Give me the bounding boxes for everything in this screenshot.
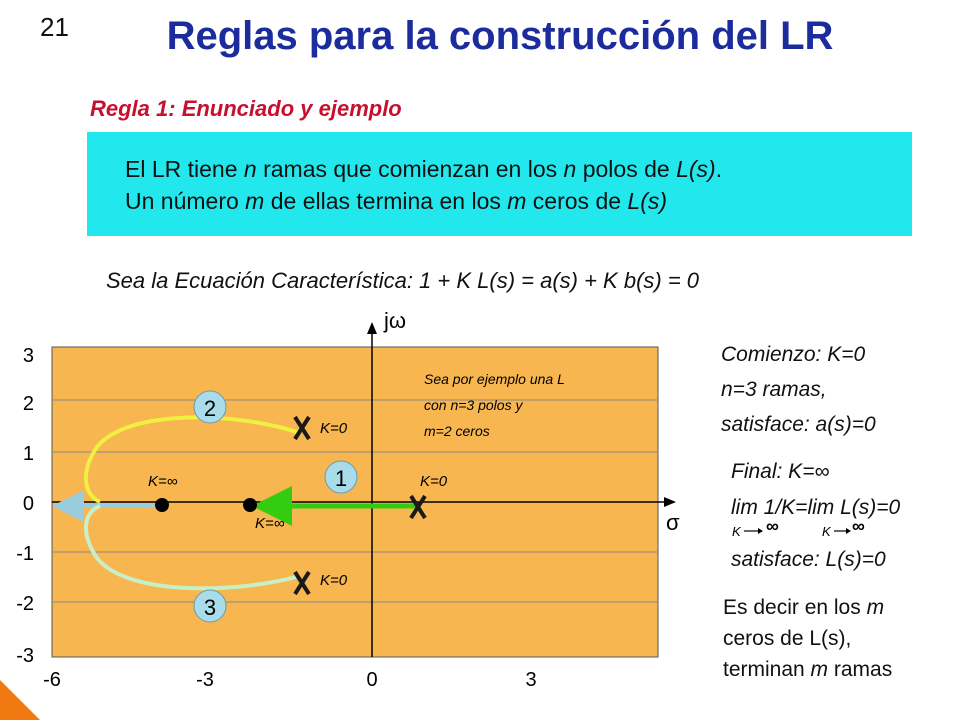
limit-sub-k1: K xyxy=(732,524,741,539)
end-satisfies: satisface: L(s)=0 xyxy=(731,548,886,571)
imaginary-axis-arrow xyxy=(367,322,377,334)
conclusion-line-2: ceros de L(s), xyxy=(723,627,852,650)
k-inf-label-left: K=∞ xyxy=(148,473,178,490)
branch-1-number: 1 xyxy=(334,466,348,491)
slide-subtitle: Regla 1: Enunciado y ejemplo xyxy=(90,96,402,121)
k-zero-label-upper: K=0 xyxy=(320,420,348,437)
arrow-icon xyxy=(758,528,763,534)
y-tick-label: -3 xyxy=(16,645,34,667)
x-tick-label: -3 xyxy=(196,669,214,691)
rule-line-1: El LR tiene n ramas que comienzan en los n polos de L(s). xyxy=(125,156,723,182)
limit-sub-inf1: ∞ xyxy=(766,518,779,536)
start-satisfies: satisface: a(s)=0 xyxy=(721,413,876,436)
branch-2-number: 2 xyxy=(203,396,217,421)
zero-marker-left xyxy=(155,498,169,512)
y-tick-label: -1 xyxy=(16,543,34,565)
corner-decoration xyxy=(0,680,40,720)
k-inf-label-right: K=∞ xyxy=(255,515,285,532)
x-tick-label: 3 xyxy=(525,669,537,691)
x-tick-label: 0 xyxy=(366,669,378,691)
characteristic-equation: Sea la Ecuación Característica: 1 + K L(s) = a(s) + K b(s) = 0 xyxy=(106,268,700,293)
real-axis-arrow xyxy=(664,497,676,507)
branch-count: n=3 ramas, xyxy=(721,378,827,401)
branch-3-number: 3 xyxy=(203,595,217,620)
root-locus-plot xyxy=(0,300,700,700)
y-tick-label: 2 xyxy=(22,393,34,415)
conclusion-line-1: Es decir en los m xyxy=(723,596,885,619)
end-condition: Final: K=∞ xyxy=(731,460,830,483)
x-tick-label: -6 xyxy=(43,669,61,691)
k-zero-label-real: K=0 xyxy=(420,473,448,490)
x-axis-label: σ xyxy=(666,510,680,535)
slide-number: 21 xyxy=(40,12,69,42)
limit-expression: lim 1/K=lim L(s)=0 xyxy=(731,496,901,519)
slide-title: Reglas para la construcción del LR xyxy=(166,14,834,58)
y-tick-label: -2 xyxy=(16,593,34,615)
limit-sub-inf2: ∞ xyxy=(852,518,865,536)
example-note-line-1: Sea por ejemplo una L xyxy=(424,371,565,387)
zero-marker-right xyxy=(243,498,257,512)
rule-line-2: Un número m de ellas termina en los m ceros de L(s) xyxy=(125,188,668,214)
y-tick-label: 3 xyxy=(22,345,34,367)
start-condition: Comienzo: K=0 xyxy=(721,343,866,366)
y-tick-label: 0 xyxy=(22,493,34,515)
k-zero-label-lower: K=0 xyxy=(320,572,348,589)
limit-subscripts xyxy=(730,518,870,542)
y-tick-label: 1 xyxy=(22,443,34,465)
example-note-line-3: m=2 ceros xyxy=(424,423,490,439)
example-note-line-2: con n=3 polos y xyxy=(424,397,523,413)
arrow-icon xyxy=(846,528,851,534)
rule-statement-box xyxy=(87,132,912,236)
conclusion-line-3: terminan m ramas xyxy=(723,658,893,681)
y-axis-label: jω xyxy=(384,308,407,333)
limit-sub-k2: K xyxy=(822,524,831,539)
